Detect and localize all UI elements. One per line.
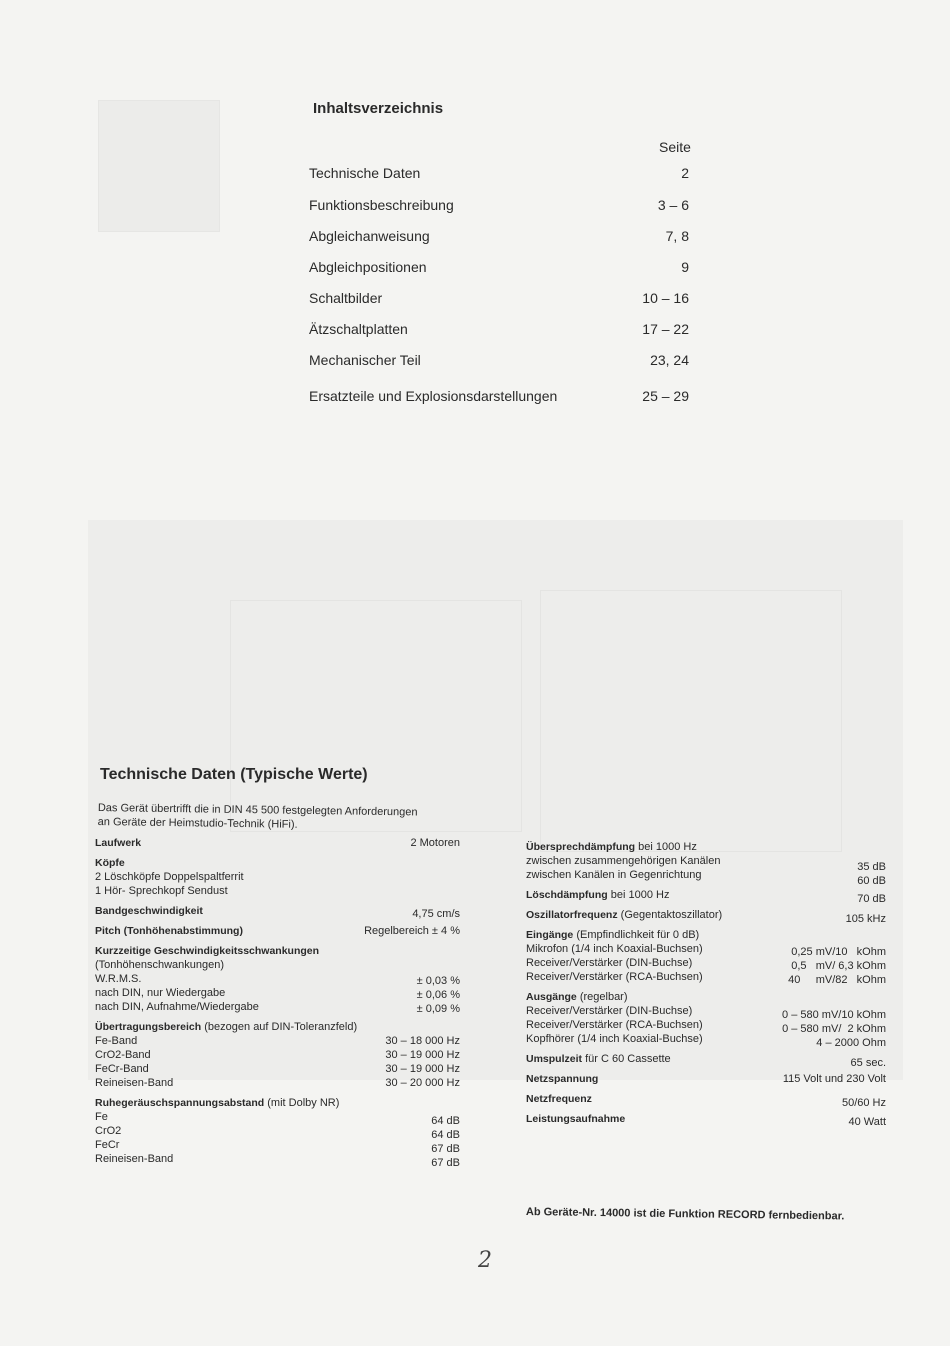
- spec-uebertragung: [95, 1020, 460, 1034]
- spec-row-label: Reineisen-Band: [95, 1153, 174, 1165]
- spec-value: 105 kHz: [845, 913, 886, 925]
- spec-row-value: 64 dB: [431, 1129, 460, 1141]
- spec-row-label: FeCr-Band: [95, 1063, 149, 1075]
- showthrough-photo-panel-right: [540, 590, 842, 852]
- toc-item: [309, 228, 689, 248]
- spec-row-value: ± 0,03 %: [416, 975, 460, 987]
- spec-row-value: 30 – 19 000 Hz: [385, 1049, 460, 1061]
- spec-label: Laufwerk: [95, 837, 142, 849]
- spec-umspulzeit: [526, 1052, 886, 1069]
- spec-text: 1 Hör- Sprechkopf Sendust: [95, 885, 228, 897]
- showthrough-photo-panel-left: [230, 600, 522, 832]
- spec-row-label: Reineisen-Band: [95, 1077, 174, 1089]
- spec-row-label: Mikrofon (1/4 inch Koaxial-Buchsen): [526, 943, 703, 955]
- toc-item-page: 3 – 6: [657, 197, 689, 213]
- spec-row-value: 60 dB: [857, 875, 886, 887]
- toc-item: [309, 259, 689, 279]
- spec-pitch: [95, 924, 460, 938]
- spec-row-value: 0 – 580 mV/10 kOhm: [782, 1009, 886, 1021]
- spec-row-value: 40 mV/82 kOhm: [788, 974, 886, 986]
- toc-item-page: 10 – 16: [642, 290, 689, 306]
- spec-row-label: Receiver/Verstärker (RCA-Buchsen): [526, 1019, 703, 1031]
- spec-row-label: zwischen zusammengehörigen Kanälen: [526, 855, 721, 867]
- footnote-remote-record: Ab Geräte-Nr. 14000 ist die Funktion RECORD fernbedienbar.: [525, 1206, 845, 1223]
- spec-row: [95, 1076, 460, 1090]
- spec-row: [95, 1152, 460, 1169]
- spec-oszillator: [526, 908, 886, 925]
- spec-row-value: 4 – 2000 Ohm: [816, 1037, 886, 1049]
- spec-row: [526, 1018, 886, 1035]
- spec-row: [526, 868, 886, 887]
- spec-label: Pitch (Tonhöhenabstimmung): [95, 925, 243, 937]
- spec-row: [95, 986, 460, 1000]
- spec-ausgaenge: [526, 990, 886, 1004]
- spec-note: (Empfindlichkeit für 0 dB): [576, 929, 700, 941]
- spec-note: (mit Dolby NR): [267, 1097, 340, 1109]
- spec-row-label: nach DIN, Aufnahme/Wiedergabe: [95, 1001, 259, 1013]
- specs-intro-line: an Geräte der Heimstudio-Technik (HiFi).: [97, 815, 298, 831]
- spec-row: [95, 1034, 460, 1048]
- toc-item-label: Abgleichpositionen: [309, 259, 427, 275]
- toc-item-page: 17 – 22: [642, 321, 689, 337]
- spec-row-label: Receiver/Verstärker (DIN-Buchse): [526, 1005, 693, 1017]
- toc-item-label: Ätzschaltplatten: [309, 321, 408, 337]
- spec-uebersprech: [526, 840, 886, 854]
- spec-ruhegeraeusch: [95, 1096, 460, 1110]
- spec-row-label: Receiver/Verstärker (RCA-Buchsen): [526, 971, 703, 983]
- spec-row-label: Fe-Band: [95, 1035, 138, 1047]
- specs-left-column: [95, 836, 460, 1169]
- spec-note: bei 1000 Hz: [610, 889, 670, 901]
- specs-intro-line: Das Gerät übertrifft die in DIN 45 500 festgelegten Anforderungen: [97, 801, 418, 819]
- spec-label: Ausgänge: [526, 991, 577, 1003]
- spec-label: Leistungsaufnahme: [526, 1113, 626, 1125]
- spec-row-value: 64 dB: [431, 1115, 460, 1127]
- spec-label: Kurzzeitige Geschwindigkeitsschwankungen: [95, 945, 320, 957]
- toc-item-label: Schaltbilder: [309, 290, 383, 306]
- toc-title: Inhaltsverzeichnis: [313, 100, 444, 117]
- spec-row-value: 0,25 mV/10 kOhm: [791, 946, 886, 958]
- spec-label: Netzspannung: [526, 1073, 599, 1085]
- spec-row-label: Kopfhörer (1/4 inch Koaxial-Buchse): [526, 1033, 703, 1045]
- spec-label: Umspulzeit: [526, 1053, 583, 1065]
- spec-row: [526, 956, 886, 970]
- spec-note: (bezogen auf DIN-Toleranzfeld): [204, 1021, 358, 1033]
- spec-row: [95, 1138, 460, 1155]
- spec-row-label: nach DIN, nur Wiedergabe: [95, 987, 226, 999]
- spec-label: Köpfe: [95, 857, 125, 869]
- spec-label: Übertragungsbereich: [95, 1021, 202, 1033]
- toc-item-label: Technische Daten: [309, 165, 421, 181]
- toc-seite-label: Seite: [659, 139, 691, 155]
- spec-row: [526, 970, 886, 984]
- spec-koepfe: [95, 856, 460, 870]
- spec-leistung: [526, 1112, 886, 1126]
- specs-title: Technische Daten (Typische Werte): [100, 766, 368, 783]
- spec-value: 115 Volt und 230 Volt: [782, 1073, 886, 1085]
- spec-label: Ruhegeräuschspannungsabstand: [95, 1097, 265, 1109]
- toc-item-page: 25 – 29: [642, 388, 689, 404]
- spec-row-label: CrO2-Band: [95, 1049, 151, 1061]
- toc-item-label: Mechanischer Teil: [309, 352, 421, 368]
- toc-item: [309, 290, 689, 310]
- spec-row-label: Fe: [95, 1111, 108, 1123]
- spec-bandgeschwindigkeit: [95, 904, 460, 918]
- spec-line: [95, 958, 460, 972]
- specs-right-column: [526, 840, 886, 1126]
- spec-row: [526, 942, 886, 956]
- spec-row: [95, 1062, 460, 1076]
- spec-label: Eingänge: [526, 929, 574, 941]
- spec-note: für C 60 Cassette: [585, 1053, 671, 1065]
- spec-label: Löschdämpfung: [526, 889, 608, 901]
- toc-item: [309, 352, 689, 372]
- toc-item-label: Ersatzteile und Explosionsdarstellungen: [309, 388, 558, 404]
- spec-value: 65 sec.: [850, 1057, 886, 1069]
- spec-row: [95, 972, 460, 986]
- spec-value: Regelbereich ± 4 %: [364, 925, 460, 937]
- spec-row: [95, 1000, 460, 1014]
- spec-text: 2 Löschköpfe Doppelspaltferrit: [95, 871, 244, 883]
- spec-value: 40 Watt: [848, 1116, 886, 1128]
- spec-row-value: 35 dB: [857, 861, 886, 873]
- spec-text: (Tonhöhenschwankungen): [95, 959, 225, 971]
- spec-note: (Gegentaktoszillator): [620, 909, 723, 921]
- toc-item: [309, 388, 689, 408]
- toc-item-label: Funktionsbeschreibung: [309, 197, 454, 213]
- specs-intro: [98, 801, 468, 834]
- spec-value: 4,75 cm/s: [412, 908, 460, 920]
- spec-netzspannung: [526, 1072, 886, 1086]
- spec-row-label: W.R.M.S.: [95, 973, 142, 985]
- spec-label: Netzfrequenz: [526, 1093, 592, 1105]
- spec-row-value: 30 – 18 000 Hz: [385, 1035, 460, 1047]
- spec-row-label: Receiver/Verstärker (DIN-Buchse): [526, 957, 693, 969]
- spec-row: [95, 1124, 460, 1141]
- spec-label: Übersprechdämpfung: [526, 841, 636, 853]
- spec-row: [95, 1110, 460, 1127]
- toc-item-page: 9: [681, 259, 689, 275]
- spec-row: [526, 854, 886, 873]
- spec-loesch: [526, 888, 886, 905]
- toc-item-page: 7, 8: [665, 228, 689, 244]
- spec-row-label: FeCr: [95, 1139, 120, 1151]
- toc-item-label: Abgleichanweisung: [309, 228, 430, 244]
- spec-laufwerk: [95, 836, 460, 850]
- spec-row-value: ± 0,06 %: [416, 989, 460, 1001]
- spec-line: [95, 884, 460, 898]
- spec-line: [95, 870, 460, 884]
- spec-row: [95, 1048, 460, 1062]
- spec-row: [526, 1032, 886, 1049]
- showthrough-logo: [98, 100, 220, 232]
- spec-kurzzeitig: [95, 944, 460, 958]
- spec-eingaenge: [526, 928, 886, 942]
- spec-value: 50/60 Hz: [841, 1097, 886, 1109]
- spec-row-label: zwischen Kanälen in Gegenrichtung: [526, 869, 702, 881]
- spec-value: 2 Motoren: [410, 837, 460, 849]
- spec-row-value: 67 dB: [431, 1143, 460, 1155]
- spec-note: (regelbar): [579, 991, 628, 1003]
- toc-item: [309, 321, 689, 341]
- spec-row-value: ± 0,09 %: [416, 1003, 460, 1015]
- spec-label: Oszillatorfrequenz: [526, 909, 618, 921]
- spec-row-value: 0,5 mV/ 6,3 kOhm: [791, 960, 886, 972]
- spec-row-value: 67 dB: [431, 1157, 460, 1169]
- spec-netzfrequenz: [526, 1092, 886, 1109]
- spec-label: Bandgeschwindigkeit: [95, 905, 203, 917]
- toc-item: [309, 165, 689, 185]
- spec-note: bei 1000 Hz: [638, 841, 697, 853]
- toc-item-page: 23, 24: [650, 352, 689, 368]
- spec-value: 70 dB: [857, 893, 886, 905]
- spec-row-value: 30 – 20 000 Hz: [385, 1077, 460, 1089]
- toc-item: [309, 197, 689, 217]
- page-number: 2: [478, 1248, 492, 1273]
- spec-row-label: CrO2: [95, 1125, 122, 1137]
- toc-item-page: 2: [681, 165, 689, 181]
- spec-row: [526, 1004, 886, 1021]
- spec-row-value: 30 – 19 000 Hz: [385, 1063, 460, 1075]
- spec-row-value: 0 – 580 mV/ 2 kOhm: [782, 1023, 886, 1035]
